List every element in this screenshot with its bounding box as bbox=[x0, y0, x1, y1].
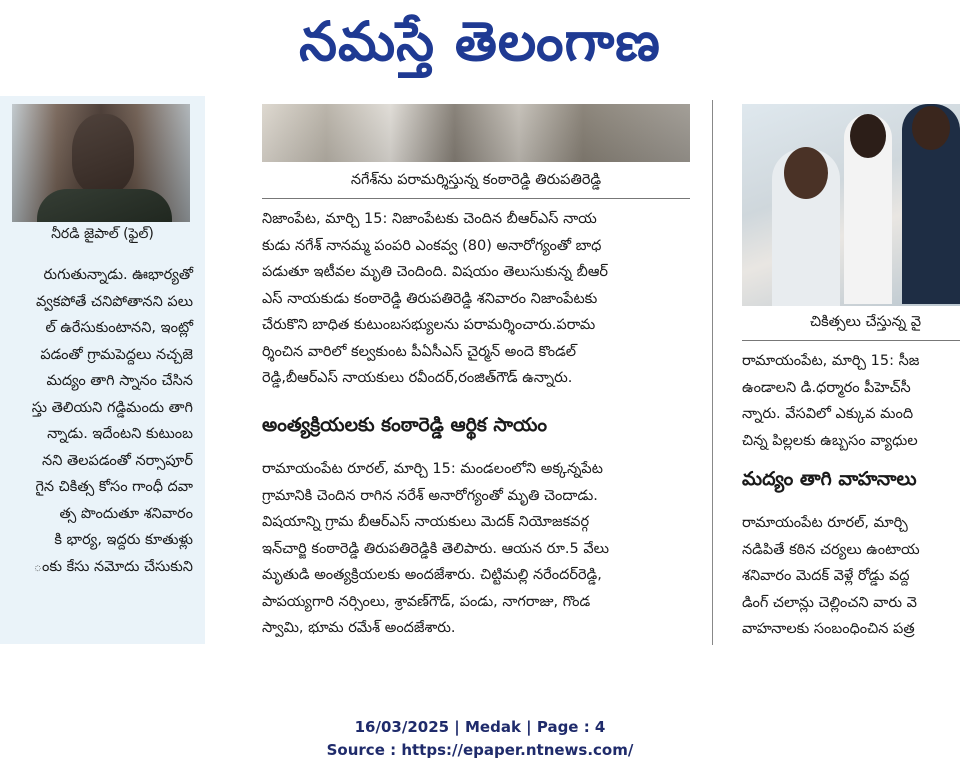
text-line: కుడు నగేశ్ నానమ్మ పంపరి ఎంకవ్వ (80) అనారోగ్యంతో బాధ bbox=[262, 237, 602, 254]
text-line: పడంతో గ్రామపెద్దలు నచ్చజె bbox=[40, 346, 193, 363]
text-line: ల్ ఉరేసుకుంటానని, ఇంట్లో bbox=[45, 320, 193, 336]
right-photo-caption: చికిత్సలు చేస్తున్న వై bbox=[810, 314, 922, 330]
text-line: గైన చికిత్స కోసం గాంధీ దవా bbox=[35, 479, 193, 495]
text-line: రామాయంపేట రూరల్, మార్చి bbox=[742, 515, 908, 531]
text-line: పడుతూ ఇటీవల మృతి చెందింది. విషయం తెలుసుకున్న బీఆర్ bbox=[262, 264, 609, 280]
text-line: కి భార్య, ఇద్దరు కూతుళ్లు bbox=[54, 532, 193, 548]
text-line: గ్రామానికి చెందిన రాగిన నరేశ్ అనారోగ్యంతో మృతి చెందాడు. bbox=[262, 487, 598, 504]
text-line: త్స పొందుతూ శనివారం bbox=[59, 505, 193, 522]
funeral-aid-article bbox=[262, 456, 609, 642]
text-line: ర్శించిన వారిలో కల్వకుంట పీఏసీఎస్ చైర్మన్ అందె కొండల్ bbox=[262, 343, 577, 360]
footer-date-edition: 16/03/2025 | Medak | Page : 4 bbox=[354, 718, 606, 736]
nizampet-article bbox=[262, 206, 608, 392]
text-line: ఇన్‌చార్జి కంఠారెడ్డి తిరుపతిరెడ్డికి తెలిపారు. ఆయన రూ.5 వేలు bbox=[262, 540, 609, 557]
text-line: చిన్న పిల్లలకు ఉబ్బసం వ్యాధుల bbox=[742, 432, 918, 449]
drunk-driving-article bbox=[742, 510, 920, 643]
text-line: నడిపితే కఠిన చర్యలు ఉంటాయ bbox=[742, 541, 920, 558]
text-line: విషయాన్ని గ్రామ బీఆర్ఎస్ నాయకులు మెదక్ నియోజకవర్గ bbox=[262, 514, 590, 530]
caption-rule bbox=[742, 340, 960, 341]
condolence-photo bbox=[262, 104, 690, 162]
text-line: ఎస్ నాయకుడు కంఠారెడ్డి తిరుపతిరెడ్డి శనివారం నిజాంపేటకు bbox=[262, 290, 598, 307]
text-line: చేరుకొని బాధిత కుటుంబసభ్యులను పరామర్శించారు.పరామ bbox=[262, 317, 596, 333]
text-line: స్వామి, భూమ రమేశ్ అందజేశారు. bbox=[262, 620, 456, 636]
text-line: నని తెలపడంతో నర్సాపూర్ bbox=[42, 452, 193, 469]
text-line: న్నాడు. ఇదేంటని కుటుంబ bbox=[47, 426, 193, 442]
text-line: మద్యం తాగి స్నానం చేసిన bbox=[46, 373, 193, 389]
text-line: ంకు కేసు నమోదు చేసుకుని bbox=[33, 558, 193, 575]
photo-person bbox=[902, 104, 960, 304]
middle-photo-caption: నగేశ్‌ను పరామర్శిస్తున్న కంఠారెడ్డి తిరుపతిరెడ్డి bbox=[350, 172, 602, 188]
text-line: న్నారు. వేసవిలో ఎక్కువ మంది bbox=[742, 406, 914, 422]
text-line: డింగ్ చలాన్లు చెల్లించని వారు వె bbox=[742, 594, 917, 611]
text-line: రామాయంపేట, మార్చి 15: సీజ bbox=[742, 353, 920, 369]
masthead-logo: నమస్తే తెలంగాణ bbox=[299, 9, 661, 73]
text-line: వాహనాలకు సంబంధించిన పత్ర bbox=[742, 621, 915, 637]
left-photo-caption: నీరడి జైపాల్ (ఫైల్) bbox=[51, 226, 154, 242]
text-line: శనివారం మెదక్ వెళ్లే రోడ్డు వద్ద bbox=[742, 568, 910, 584]
funeral-aid-headline: అంత్యక్రియలకు కంఠారెడ్డి ఆర్థిక సాయం bbox=[262, 414, 548, 436]
photo-person bbox=[844, 114, 892, 304]
left-article-text bbox=[32, 262, 193, 580]
text-line: ఉండాలని డి.ధర్మారం పీహెచ్‌సీ bbox=[742, 379, 911, 396]
column-divider bbox=[712, 100, 713, 645]
text-line: రెడ్డి,బీఆర్ఎస్ నాయకులు రవీందర్,రంజిత్‌గౌడ్ ఉన్నారు. bbox=[262, 370, 573, 386]
drunk-driving-headline: మద్యం తాగి వాహనాలు bbox=[742, 468, 917, 490]
text-line: వ్వకపోతే చనిపోతానని పలు bbox=[36, 293, 193, 310]
health-article bbox=[742, 348, 919, 454]
photo-person bbox=[772, 149, 840, 306]
text-line: రుగుతున్నాడు. ఊభార్యతో bbox=[43, 267, 193, 283]
footer-source: Source : https://epaper.ntnews.com/ bbox=[326, 741, 634, 759]
text-line: రామాయంపేట రూరల్, మార్చి 15: మండలంలోని అక్కన్నపేట bbox=[262, 461, 603, 477]
middle-column bbox=[262, 96, 692, 646]
medical-camp-photo bbox=[742, 104, 960, 306]
text-line: మృతుడి అంత్యక్రియలకు అందజేశారు. చిట్టిమల్లి నరేందర్‌రెడ్డి, bbox=[262, 567, 602, 583]
caption-rule bbox=[262, 198, 690, 199]
text-line: పాపయ్యగారి నర్సింలు, శ్రావణ్‌గౌడ్, పండు, నాగరాజు, గొండ bbox=[262, 593, 591, 610]
right-column bbox=[742, 96, 960, 646]
jaipal-photo bbox=[12, 104, 190, 222]
text-line: నిజాంపేట, మార్చి 15: నిజాంపేటకు చెందిన బీఆర్ఎస్ నాయ bbox=[262, 211, 597, 227]
text-line: స్తు తెలియని గడ్డిమందు తాగి bbox=[31, 399, 193, 416]
left-column bbox=[0, 96, 205, 644]
